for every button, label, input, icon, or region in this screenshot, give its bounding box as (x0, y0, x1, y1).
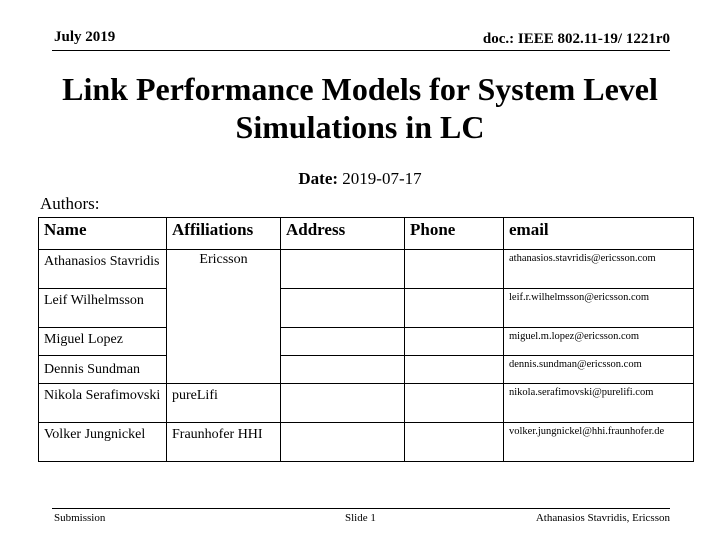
table-row (39, 289, 694, 328)
author-name: Volker Jungnickel (39, 423, 167, 462)
author-address (281, 328, 405, 356)
author-email: nikola.serafimovski@purelifi.com (504, 384, 694, 423)
author-email: dennis.sundman@ericsson.com (504, 356, 694, 384)
author-name: Miguel Lopez (39, 328, 167, 356)
affiliation-ericsson: Ericsson (167, 250, 281, 384)
col-header-phone: Phone (405, 218, 504, 250)
author-affiliation: Fraunhofer HHI (167, 423, 281, 462)
author-name: Athanasios Stavridis (39, 250, 167, 289)
authors-table (38, 217, 694, 462)
author-phone (405, 356, 504, 384)
footer-divider (52, 508, 670, 509)
author-email: athanasios.stavridis@ericsson.com (504, 250, 694, 289)
author-phone (405, 384, 504, 423)
author-address (281, 423, 405, 462)
author-phone (405, 328, 504, 356)
author-name: Dennis Sundman (39, 356, 167, 384)
col-header-address: Address (281, 218, 405, 250)
table-row (39, 250, 694, 289)
footer-slide-number: Slide 1 (345, 512, 376, 524)
col-header-name: Name (39, 218, 167, 250)
date-value: 2019-07-17 (342, 169, 422, 188)
col-header-email: email (504, 218, 694, 250)
author-affiliation: pureLifi (167, 384, 281, 423)
date-line (0, 169, 720, 189)
table-header-row (39, 218, 694, 250)
authors-label: Authors: (40, 194, 100, 213)
author-address (281, 289, 405, 328)
author-email: leif.r.wilhelmsson@ericsson.com (504, 289, 694, 328)
author-phone (405, 289, 504, 328)
footer-author: Athanasios Stavridis, Ericsson (535, 512, 670, 524)
slide-title: Link Performance Models for System Level Simulations in LC (62, 71, 658, 145)
author-phone (405, 423, 504, 462)
author-phone (405, 250, 504, 289)
header-date: July 2019 (54, 29, 116, 45)
table-row (39, 328, 694, 356)
date-label: Date: (298, 169, 339, 188)
author-address (281, 356, 405, 384)
col-header-affiliations: Affiliations (167, 218, 281, 250)
author-address (281, 384, 405, 423)
author-email: volker.jungnickel@hhi.fraunhofer.de (504, 423, 694, 462)
author-name: Nikola Serafimovski (39, 384, 167, 423)
table-row (39, 356, 694, 384)
header-divider (52, 50, 670, 51)
table-row (39, 423, 694, 462)
author-address (281, 250, 405, 289)
header-doc-id: doc.: IEEE 802.11-19/ 1221r0 (482, 31, 670, 47)
author-email: miguel.m.lopez@ericsson.com (504, 328, 694, 356)
author-name: Leif Wilhelmsson (39, 289, 167, 328)
footer-submission: Submission (54, 512, 106, 524)
table-row (39, 384, 694, 423)
